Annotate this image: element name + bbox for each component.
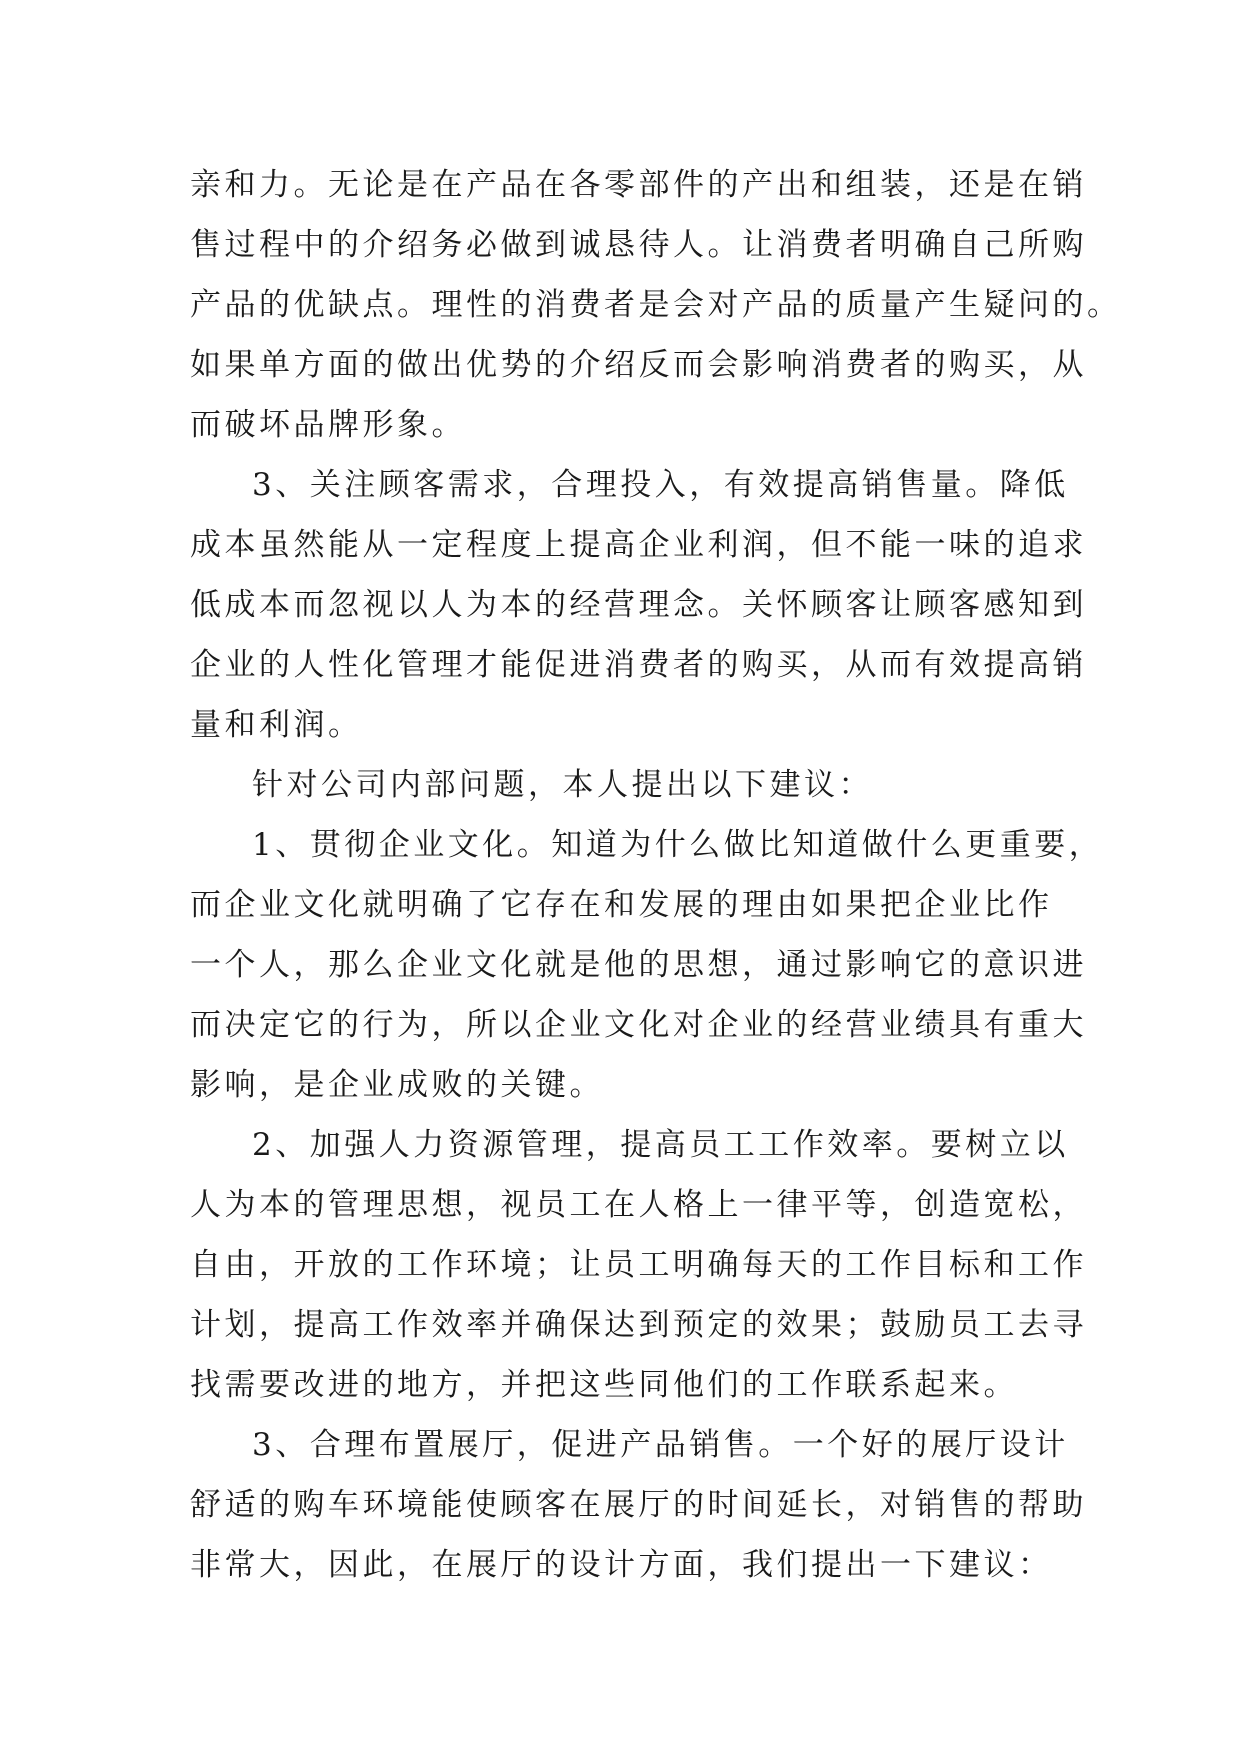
paragraph-start-line: 1、贯彻企业文化。知道为什么做比知道做什么更重要，: [252, 827, 1104, 863]
text-line: 如果单方面的做出优势的介绍反而会影响消费者的购买，从: [190, 347, 1087, 383]
text-line: 而破坏品牌形象。: [190, 407, 466, 443]
text-line: 找需要改进的地方，并把这些同他们的工作联系起来。: [190, 1367, 1018, 1403]
text-line: 一个人，那么企业文化就是他的思想，通过影响它的意识进: [190, 947, 1087, 983]
paragraph-start-line: 3、合理布置展厅，促进产品销售。一个好的展厅设计: [252, 1427, 1069, 1463]
text-line: 舒适的购车环境能使顾客在展厅的时间延长，对销售的帮助: [190, 1487, 1087, 1523]
text-line: 人为本的管理思想，视员工在人格上一律平等，创造宽松，: [190, 1187, 1087, 1223]
text-line: 自由，开放的工作环境；让员工明确每天的工作目标和工作: [190, 1247, 1087, 1283]
text-line: 而企业文化就明确了它存在和发展的理由如果把企业比作: [190, 887, 1053, 923]
text-line: 非常大，因此，在展厅的设计方面，我们提出一下建议：: [190, 1547, 1053, 1583]
text-line: 亲和力。无论是在产品在各零部件的产出和组装，还是在销: [190, 167, 1087, 203]
document-body: [190, 155, 1122, 1595]
text-line: 低成本而忽视以人为本的经营理念。关怀顾客让顾客感知到: [190, 587, 1087, 623]
text-line: 量和利润。: [190, 707, 363, 743]
paragraph-start-line: 针对公司内部问题，本人提出以下建议：: [252, 767, 873, 803]
text-line: 计划，提高工作效率并确保达到预定的效果；鼓励员工去寻: [190, 1307, 1087, 1343]
text-line: 影响，是企业成败的关键。: [190, 1067, 604, 1103]
paragraph-start-line: 2、加强人力资源管理，提高员工工作效率。要树立以: [252, 1127, 1069, 1163]
text-line: 售过程中的介绍务必做到诚恳待人。让消费者明确自己所购: [190, 227, 1087, 263]
text-line: 成本虽然能从一定程度上提高企业利润，但不能一味的追求: [190, 527, 1087, 563]
text-line: 而决定它的行为，所以企业文化对企业的经营业绩具有重大: [190, 1007, 1087, 1043]
paragraph-start-line: 3、关注顾客需求，合理投入，有效提高销售量。降低: [252, 467, 1069, 503]
text-line: 企业的人性化管理才能促进消费者的购买，从而有效提高销: [190, 647, 1087, 683]
text-line: 产品的优缺点。理性的消费者是会对产品的质量产生疑问的。: [190, 287, 1122, 323]
